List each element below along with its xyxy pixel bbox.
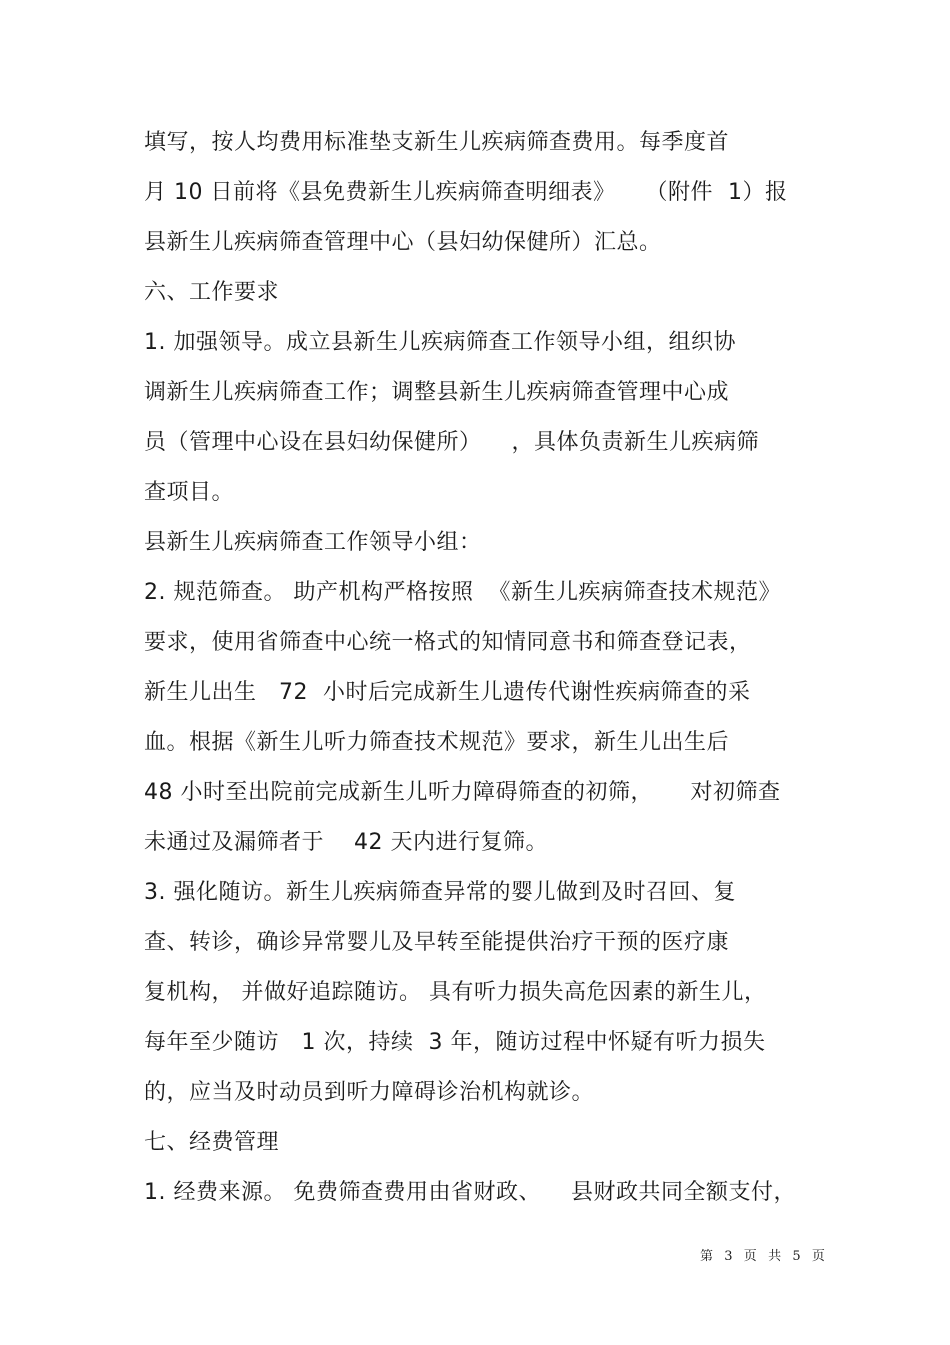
text-line: 要求，使用省筛查中心统一格式的知情同意书和筛查登记表， — [144, 630, 752, 655]
text-line: 未通过及漏筛者于 42 天内进行复筛。 — [144, 830, 548, 855]
text-line: 查项目。 — [144, 480, 235, 505]
text-line: 48 小时至出院前完成新生儿听力障碍筛查的初筛， 对初筛查 — [144, 780, 781, 805]
section-heading: 七、经费管理 — [144, 1130, 280, 1155]
document-body — [144, 118, 824, 1218]
text-line: 填写，按人均费用标准垫支新生儿疾病筛查费用。每季度首 — [144, 130, 730, 155]
text-line: 1. 加强领导。成立县新生儿疾病筛查工作领导小组，组织协 — [144, 330, 736, 355]
section-heading: 六、工作要求 — [144, 280, 280, 305]
page-number: 第 3 页 共 5 页 — [700, 1249, 826, 1264]
text-line: 员（管理中心设在县妇幼保健所） ，具体负责新生儿疾病筛 — [144, 430, 759, 455]
text-line: 2. 规范筛查。 助产机构严格按照 《新生儿疾病筛查技术规范》 — [144, 580, 781, 605]
text-line: 血。根据《新生儿听力筛查技术规范》要求，新生儿出生后 — [144, 730, 730, 755]
text-line: 复机构， 并做好追踪随访。 具有听力损失高危因素的新生儿， — [144, 980, 767, 1005]
text-line: 县新生儿疾病筛查工作领导小组： — [144, 530, 482, 555]
text-line: 3. 强化随访。新生儿疾病筛查异常的婴儿做到及时召回、复 — [144, 880, 736, 905]
text-line: 每年至少随访 1 次，持续 3 年，随访过程中怀疑有听力损失 — [144, 1030, 766, 1055]
text-line: 查、转诊，确诊异常婴儿及早转至能提供治疗干预的医疗康 — [144, 930, 730, 955]
text-line: 月 10 日前将《县免费新生儿疾病筛查明细表》 （附件 1）报 — [144, 180, 788, 205]
text-line: 1. 经费来源。 免费筛查费用由省财政、 县财政共同全额支付， — [144, 1180, 796, 1205]
text-line: 的，应当及时动员到听力障碍诊治机构就诊。 — [144, 1080, 595, 1105]
text-line: 县新生儿疾病筛查管理中心（县妇幼保健所）汇总。 — [144, 230, 662, 255]
text-line: 新生儿出生 72 小时后完成新生儿遗传代谢性疾病筛查的采 — [144, 680, 751, 705]
text-line: 调新生儿疾病筛查工作；调整县新生儿疾病筛查管理中心成 — [144, 380, 730, 405]
